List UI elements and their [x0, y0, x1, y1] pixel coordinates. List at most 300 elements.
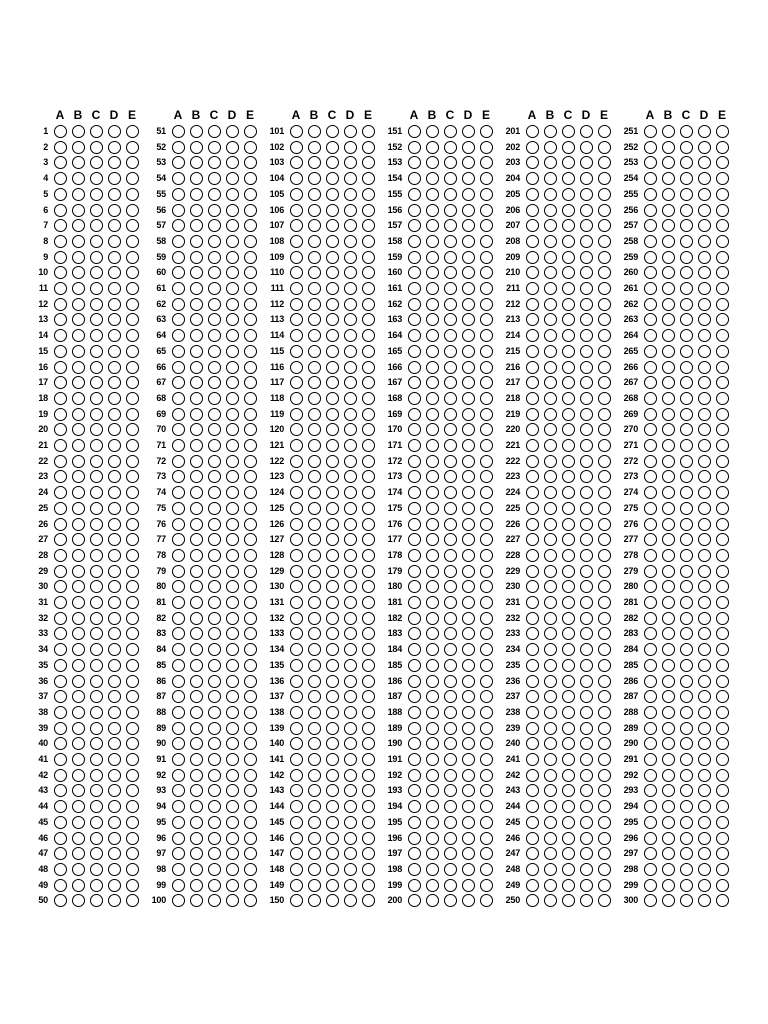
answer-bubble-c[interactable]: [90, 612, 103, 625]
answer-bubble-c[interactable]: [90, 549, 103, 562]
answer-bubble-a[interactable]: [172, 392, 185, 405]
answer-bubble-e[interactable]: [716, 251, 729, 264]
answer-bubble-b[interactable]: [426, 345, 439, 358]
answer-bubble-e[interactable]: [126, 204, 139, 217]
answer-bubble-b[interactable]: [662, 172, 675, 185]
answer-bubble-a[interactable]: [526, 266, 539, 279]
answer-bubble-e[interactable]: [598, 204, 611, 217]
answer-bubble-d[interactable]: [698, 361, 711, 374]
answer-bubble-d[interactable]: [344, 329, 357, 342]
answer-bubble-e[interactable]: [480, 251, 493, 264]
answer-bubble-e[interactable]: [598, 879, 611, 892]
answer-bubble-b[interactable]: [190, 580, 203, 593]
answer-bubble-c[interactable]: [208, 533, 221, 546]
answer-bubble-c[interactable]: [444, 266, 457, 279]
answer-bubble-a[interactable]: [54, 486, 67, 499]
answer-bubble-e[interactable]: [480, 565, 493, 578]
answer-bubble-c[interactable]: [680, 706, 693, 719]
answer-bubble-c[interactable]: [326, 753, 339, 766]
answer-bubble-b[interactable]: [308, 565, 321, 578]
answer-bubble-c[interactable]: [444, 282, 457, 295]
answer-bubble-a[interactable]: [644, 204, 657, 217]
answer-bubble-c[interactable]: [562, 847, 575, 860]
answer-bubble-a[interactable]: [290, 188, 303, 201]
answer-bubble-b[interactable]: [426, 706, 439, 719]
answer-bubble-b[interactable]: [190, 502, 203, 515]
answer-bubble-b[interactable]: [308, 753, 321, 766]
answer-bubble-e[interactable]: [362, 408, 375, 421]
answer-bubble-c[interactable]: [562, 800, 575, 813]
answer-bubble-d[interactable]: [344, 580, 357, 593]
answer-bubble-b[interactable]: [426, 722, 439, 735]
answer-bubble-a[interactable]: [172, 251, 185, 264]
answer-bubble-e[interactable]: [598, 345, 611, 358]
answer-bubble-a[interactable]: [644, 376, 657, 389]
answer-bubble-c[interactable]: [90, 769, 103, 782]
answer-bubble-b[interactable]: [662, 188, 675, 201]
answer-bubble-d[interactable]: [698, 832, 711, 845]
answer-bubble-e[interactable]: [126, 832, 139, 845]
answer-bubble-d[interactable]: [108, 298, 121, 311]
answer-bubble-e[interactable]: [244, 800, 257, 813]
answer-bubble-b[interactable]: [544, 188, 557, 201]
answer-bubble-a[interactable]: [408, 282, 421, 295]
answer-bubble-d[interactable]: [462, 643, 475, 656]
answer-bubble-e[interactable]: [126, 455, 139, 468]
answer-bubble-a[interactable]: [526, 737, 539, 750]
answer-bubble-e[interactable]: [126, 737, 139, 750]
answer-bubble-d[interactable]: [580, 769, 593, 782]
answer-bubble-e[interactable]: [362, 235, 375, 248]
answer-bubble-c[interactable]: [680, 769, 693, 782]
answer-bubble-c[interactable]: [326, 282, 339, 295]
answer-bubble-c[interactable]: [208, 612, 221, 625]
answer-bubble-e[interactable]: [244, 722, 257, 735]
answer-bubble-c[interactable]: [326, 329, 339, 342]
answer-bubble-b[interactable]: [544, 266, 557, 279]
answer-bubble-e[interactable]: [598, 156, 611, 169]
answer-bubble-b[interactable]: [662, 659, 675, 672]
answer-bubble-c[interactable]: [444, 361, 457, 374]
answer-bubble-d[interactable]: [462, 659, 475, 672]
answer-bubble-e[interactable]: [598, 769, 611, 782]
answer-bubble-e[interactable]: [244, 188, 257, 201]
answer-bubble-a[interactable]: [408, 643, 421, 656]
answer-bubble-d[interactable]: [580, 266, 593, 279]
answer-bubble-c[interactable]: [444, 706, 457, 719]
answer-bubble-b[interactable]: [72, 502, 85, 515]
answer-bubble-b[interactable]: [190, 470, 203, 483]
answer-bubble-e[interactable]: [244, 847, 257, 860]
answer-bubble-c[interactable]: [444, 298, 457, 311]
answer-bubble-d[interactable]: [580, 800, 593, 813]
answer-bubble-a[interactable]: [644, 235, 657, 248]
answer-bubble-b[interactable]: [190, 816, 203, 829]
answer-bubble-b[interactable]: [308, 345, 321, 358]
answer-bubble-b[interactable]: [662, 565, 675, 578]
answer-bubble-d[interactable]: [462, 313, 475, 326]
answer-bubble-d[interactable]: [226, 235, 239, 248]
answer-bubble-d[interactable]: [226, 188, 239, 201]
answer-bubble-c[interactable]: [208, 408, 221, 421]
answer-bubble-a[interactable]: [408, 392, 421, 405]
answer-bubble-d[interactable]: [344, 753, 357, 766]
answer-bubble-c[interactable]: [90, 282, 103, 295]
answer-bubble-a[interactable]: [408, 596, 421, 609]
answer-bubble-e[interactable]: [480, 612, 493, 625]
answer-bubble-b[interactable]: [190, 706, 203, 719]
answer-bubble-a[interactable]: [408, 235, 421, 248]
answer-bubble-c[interactable]: [208, 894, 221, 907]
answer-bubble-e[interactable]: [480, 518, 493, 531]
answer-bubble-e[interactable]: [598, 486, 611, 499]
answer-bubble-d[interactable]: [698, 753, 711, 766]
answer-bubble-c[interactable]: [326, 565, 339, 578]
answer-bubble-a[interactable]: [526, 502, 539, 515]
answer-bubble-d[interactable]: [226, 204, 239, 217]
answer-bubble-e[interactable]: [598, 439, 611, 452]
answer-bubble-c[interactable]: [562, 784, 575, 797]
answer-bubble-a[interactable]: [290, 753, 303, 766]
answer-bubble-c[interactable]: [208, 879, 221, 892]
answer-bubble-a[interactable]: [408, 361, 421, 374]
answer-bubble-e[interactable]: [598, 565, 611, 578]
answer-bubble-a[interactable]: [644, 879, 657, 892]
answer-bubble-c[interactable]: [680, 266, 693, 279]
answer-bubble-a[interactable]: [526, 847, 539, 860]
answer-bubble-c[interactable]: [208, 722, 221, 735]
answer-bubble-a[interactable]: [172, 643, 185, 656]
answer-bubble-e[interactable]: [480, 706, 493, 719]
answer-bubble-d[interactable]: [344, 565, 357, 578]
answer-bubble-d[interactable]: [108, 722, 121, 735]
answer-bubble-e[interactable]: [244, 423, 257, 436]
answer-bubble-a[interactable]: [290, 455, 303, 468]
answer-bubble-b[interactable]: [662, 596, 675, 609]
answer-bubble-b[interactable]: [72, 847, 85, 860]
answer-bubble-c[interactable]: [326, 737, 339, 750]
answer-bubble-e[interactable]: [480, 580, 493, 593]
answer-bubble-c[interactable]: [90, 894, 103, 907]
answer-bubble-b[interactable]: [662, 580, 675, 593]
answer-bubble-c[interactable]: [562, 204, 575, 217]
answer-bubble-e[interactable]: [362, 156, 375, 169]
answer-bubble-d[interactable]: [698, 282, 711, 295]
answer-bubble-d[interactable]: [226, 800, 239, 813]
answer-bubble-b[interactable]: [544, 580, 557, 593]
answer-bubble-c[interactable]: [680, 518, 693, 531]
answer-bubble-c[interactable]: [444, 533, 457, 546]
answer-bubble-b[interactable]: [72, 784, 85, 797]
answer-bubble-c[interactable]: [444, 502, 457, 515]
answer-bubble-a[interactable]: [172, 156, 185, 169]
answer-bubble-a[interactable]: [526, 627, 539, 640]
answer-bubble-e[interactable]: [598, 753, 611, 766]
answer-bubble-d[interactable]: [344, 769, 357, 782]
answer-bubble-c[interactable]: [444, 879, 457, 892]
answer-bubble-e[interactable]: [480, 345, 493, 358]
answer-bubble-e[interactable]: [716, 816, 729, 829]
answer-bubble-e[interactable]: [480, 329, 493, 342]
answer-bubble-e[interactable]: [598, 894, 611, 907]
answer-bubble-e[interactable]: [480, 627, 493, 640]
answer-bubble-b[interactable]: [544, 235, 557, 248]
answer-bubble-d[interactable]: [344, 313, 357, 326]
answer-bubble-b[interactable]: [426, 533, 439, 546]
answer-bubble-e[interactable]: [244, 863, 257, 876]
answer-bubble-b[interactable]: [308, 470, 321, 483]
answer-bubble-b[interactable]: [190, 392, 203, 405]
answer-bubble-d[interactable]: [698, 376, 711, 389]
answer-bubble-e[interactable]: [598, 800, 611, 813]
answer-bubble-a[interactable]: [526, 423, 539, 436]
answer-bubble-b[interactable]: [426, 486, 439, 499]
answer-bubble-a[interactable]: [644, 361, 657, 374]
answer-bubble-c[interactable]: [90, 235, 103, 248]
answer-bubble-e[interactable]: [244, 737, 257, 750]
answer-bubble-a[interactable]: [526, 392, 539, 405]
answer-bubble-d[interactable]: [108, 832, 121, 845]
answer-bubble-e[interactable]: [244, 125, 257, 138]
answer-bubble-a[interactable]: [408, 172, 421, 185]
answer-bubble-a[interactable]: [408, 408, 421, 421]
answer-bubble-e[interactable]: [126, 596, 139, 609]
answer-bubble-d[interactable]: [580, 141, 593, 154]
answer-bubble-e[interactable]: [716, 737, 729, 750]
answer-bubble-d[interactable]: [580, 627, 593, 640]
answer-bubble-e[interactable]: [244, 596, 257, 609]
answer-bubble-e[interactable]: [126, 533, 139, 546]
answer-bubble-b[interactable]: [72, 800, 85, 813]
answer-bubble-b[interactable]: [426, 627, 439, 640]
answer-bubble-b[interactable]: [426, 659, 439, 672]
answer-bubble-d[interactable]: [108, 580, 121, 593]
answer-bubble-b[interactable]: [72, 219, 85, 232]
answer-bubble-b[interactable]: [190, 612, 203, 625]
answer-bubble-d[interactable]: [698, 219, 711, 232]
answer-bubble-c[interactable]: [444, 894, 457, 907]
answer-bubble-d[interactable]: [226, 392, 239, 405]
answer-bubble-e[interactable]: [598, 706, 611, 719]
answer-bubble-e[interactable]: [362, 533, 375, 546]
answer-bubble-b[interactable]: [72, 612, 85, 625]
answer-bubble-b[interactable]: [308, 251, 321, 264]
answer-bubble-a[interactable]: [290, 737, 303, 750]
answer-bubble-b[interactable]: [426, 690, 439, 703]
answer-bubble-b[interactable]: [662, 863, 675, 876]
answer-bubble-b[interactable]: [544, 502, 557, 515]
answer-bubble-a[interactable]: [172, 737, 185, 750]
answer-bubble-c[interactable]: [444, 376, 457, 389]
answer-bubble-a[interactable]: [526, 690, 539, 703]
answer-bubble-b[interactable]: [308, 408, 321, 421]
answer-bubble-a[interactable]: [290, 894, 303, 907]
answer-bubble-e[interactable]: [362, 188, 375, 201]
answer-bubble-d[interactable]: [462, 502, 475, 515]
answer-bubble-a[interactable]: [54, 753, 67, 766]
answer-bubble-a[interactable]: [408, 376, 421, 389]
answer-bubble-b[interactable]: [308, 596, 321, 609]
answer-bubble-a[interactable]: [526, 675, 539, 688]
answer-bubble-b[interactable]: [544, 627, 557, 640]
answer-bubble-e[interactable]: [126, 690, 139, 703]
answer-bubble-b[interactable]: [426, 565, 439, 578]
answer-bubble-d[interactable]: [580, 470, 593, 483]
answer-bubble-a[interactable]: [408, 329, 421, 342]
answer-bubble-d[interactable]: [344, 863, 357, 876]
answer-bubble-e[interactable]: [126, 659, 139, 672]
answer-bubble-c[interactable]: [208, 549, 221, 562]
answer-bubble-e[interactable]: [126, 894, 139, 907]
answer-bubble-a[interactable]: [408, 251, 421, 264]
answer-bubble-e[interactable]: [244, 408, 257, 421]
answer-bubble-b[interactable]: [544, 470, 557, 483]
answer-bubble-b[interactable]: [72, 769, 85, 782]
answer-bubble-b[interactable]: [190, 204, 203, 217]
answer-bubble-c[interactable]: [208, 737, 221, 750]
answer-bubble-d[interactable]: [344, 172, 357, 185]
answer-bubble-e[interactable]: [244, 439, 257, 452]
answer-bubble-d[interactable]: [698, 800, 711, 813]
answer-bubble-e[interactable]: [480, 784, 493, 797]
answer-bubble-c[interactable]: [90, 125, 103, 138]
answer-bubble-d[interactable]: [698, 423, 711, 436]
answer-bubble-d[interactable]: [108, 643, 121, 656]
answer-bubble-d[interactable]: [108, 863, 121, 876]
answer-bubble-d[interactable]: [226, 659, 239, 672]
answer-bubble-e[interactable]: [480, 439, 493, 452]
answer-bubble-e[interactable]: [244, 879, 257, 892]
answer-bubble-b[interactable]: [190, 423, 203, 436]
answer-bubble-e[interactable]: [362, 392, 375, 405]
answer-bubble-a[interactable]: [408, 125, 421, 138]
answer-bubble-c[interactable]: [562, 565, 575, 578]
answer-bubble-b[interactable]: [72, 894, 85, 907]
answer-bubble-a[interactable]: [54, 156, 67, 169]
answer-bubble-a[interactable]: [172, 423, 185, 436]
answer-bubble-e[interactable]: [244, 298, 257, 311]
answer-bubble-a[interactable]: [172, 518, 185, 531]
answer-bubble-c[interactable]: [680, 455, 693, 468]
answer-bubble-e[interactable]: [480, 204, 493, 217]
answer-bubble-c[interactable]: [562, 313, 575, 326]
answer-bubble-c[interactable]: [444, 659, 457, 672]
answer-bubble-b[interactable]: [544, 518, 557, 531]
answer-bubble-b[interactable]: [308, 643, 321, 656]
answer-bubble-d[interactable]: [698, 141, 711, 154]
answer-bubble-e[interactable]: [480, 502, 493, 515]
answer-bubble-e[interactable]: [716, 549, 729, 562]
answer-bubble-b[interactable]: [308, 580, 321, 593]
answer-bubble-a[interactable]: [526, 769, 539, 782]
answer-bubble-d[interactable]: [462, 549, 475, 562]
answer-bubble-d[interactable]: [698, 329, 711, 342]
answer-bubble-d[interactable]: [698, 470, 711, 483]
answer-bubble-c[interactable]: [444, 549, 457, 562]
answer-bubble-a[interactable]: [408, 863, 421, 876]
answer-bubble-e[interactable]: [244, 612, 257, 625]
answer-bubble-b[interactable]: [662, 251, 675, 264]
answer-bubble-c[interactable]: [444, 423, 457, 436]
answer-bubble-d[interactable]: [344, 784, 357, 797]
answer-bubble-a[interactable]: [172, 376, 185, 389]
answer-bubble-c[interactable]: [680, 329, 693, 342]
answer-bubble-a[interactable]: [290, 627, 303, 640]
answer-bubble-b[interactable]: [308, 502, 321, 515]
answer-bubble-d[interactable]: [344, 627, 357, 640]
answer-bubble-b[interactable]: [308, 533, 321, 546]
answer-bubble-c[interactable]: [680, 847, 693, 860]
answer-bubble-b[interactable]: [426, 502, 439, 515]
answer-bubble-e[interactable]: [716, 643, 729, 656]
answer-bubble-d[interactable]: [108, 156, 121, 169]
answer-bubble-c[interactable]: [680, 643, 693, 656]
answer-bubble-c[interactable]: [208, 298, 221, 311]
answer-bubble-a[interactable]: [526, 408, 539, 421]
answer-bubble-b[interactable]: [426, 376, 439, 389]
answer-bubble-a[interactable]: [408, 188, 421, 201]
answer-bubble-d[interactable]: [108, 518, 121, 531]
answer-bubble-e[interactable]: [598, 643, 611, 656]
answer-bubble-b[interactable]: [544, 172, 557, 185]
answer-bubble-c[interactable]: [208, 863, 221, 876]
answer-bubble-d[interactable]: [344, 518, 357, 531]
answer-bubble-c[interactable]: [90, 518, 103, 531]
answer-bubble-a[interactable]: [644, 188, 657, 201]
answer-bubble-c[interactable]: [326, 800, 339, 813]
answer-bubble-c[interactable]: [208, 769, 221, 782]
answer-bubble-d[interactable]: [108, 784, 121, 797]
answer-bubble-e[interactable]: [362, 549, 375, 562]
answer-bubble-a[interactable]: [290, 423, 303, 436]
answer-bubble-a[interactable]: [290, 502, 303, 515]
answer-bubble-e[interactable]: [126, 580, 139, 593]
answer-bubble-c[interactable]: [562, 627, 575, 640]
answer-bubble-a[interactable]: [408, 627, 421, 640]
answer-bubble-a[interactable]: [644, 141, 657, 154]
answer-bubble-c[interactable]: [444, 219, 457, 232]
answer-bubble-b[interactable]: [72, 172, 85, 185]
answer-bubble-a[interactable]: [290, 329, 303, 342]
answer-bubble-e[interactable]: [126, 376, 139, 389]
answer-bubble-a[interactable]: [290, 549, 303, 562]
answer-bubble-d[interactable]: [226, 156, 239, 169]
answer-bubble-c[interactable]: [208, 486, 221, 499]
answer-bubble-a[interactable]: [172, 219, 185, 232]
answer-bubble-c[interactable]: [208, 204, 221, 217]
answer-bubble-b[interactable]: [662, 518, 675, 531]
answer-bubble-e[interactable]: [716, 659, 729, 672]
answer-bubble-e[interactable]: [598, 737, 611, 750]
answer-bubble-a[interactable]: [290, 392, 303, 405]
answer-bubble-a[interactable]: [172, 722, 185, 735]
answer-bubble-e[interactable]: [244, 235, 257, 248]
answer-bubble-d[interactable]: [580, 894, 593, 907]
answer-bubble-e[interactable]: [244, 204, 257, 217]
answer-bubble-b[interactable]: [190, 753, 203, 766]
answer-bubble-e[interactable]: [480, 376, 493, 389]
answer-bubble-a[interactable]: [408, 549, 421, 562]
answer-bubble-a[interactable]: [172, 690, 185, 703]
answer-bubble-e[interactable]: [244, 345, 257, 358]
answer-bubble-a[interactable]: [290, 298, 303, 311]
answer-bubble-a[interactable]: [54, 894, 67, 907]
answer-bubble-b[interactable]: [308, 298, 321, 311]
answer-bubble-e[interactable]: [362, 329, 375, 342]
answer-bubble-c[interactable]: [680, 580, 693, 593]
answer-bubble-c[interactable]: [208, 847, 221, 860]
answer-bubble-a[interactable]: [290, 612, 303, 625]
